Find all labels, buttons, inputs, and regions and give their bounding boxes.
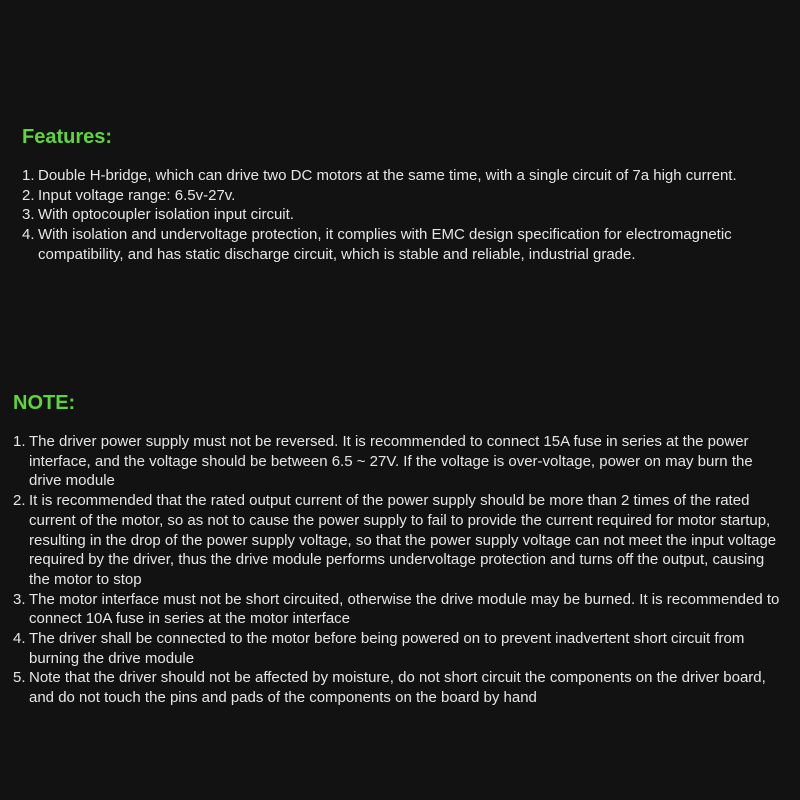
- features-item-4-text: With isolation and undervoltage protection, it complies with EMC design specification for electromagnetic compatibility, and has static discharge circuit, which is stable and reliable, industrial grade.: [38, 226, 732, 263]
- features-section: [22, 124, 742, 265]
- note-list: [13, 432, 788, 708]
- features-item-1: 1. Double H-bridge, which can drive two DC motors at the same time, with a single circuit of 7a high current.: [22, 167, 737, 184]
- note-item-1-text: The driver power supply must not be reversed. It is recommended to connect 15A fuse in series at the power interface, and the voltage should be between 6.5 ~ 27V. If the voltage is over-voltage, power on may burn the drive module: [29, 433, 753, 490]
- features-item-2-text: Input voltage range: 6.5v-27v.: [38, 186, 236, 204]
- note-item-5-text: Note that the driver should not be affected by moisture, do not short circuit the components on the driver board, and do not touch the pins and pads of the components on the board by hand: [29, 669, 766, 707]
- features-heading: Features:: [22, 126, 113, 148]
- note-item-2: 2. It is recommended that the rated output current of the power supply should be more than 2 times of the rated current of the motor, so as not to cause the power supply to fail to provide the current required for motor startup, resulting in the drop of the power supply voltage, so that the power supply voltage can not meet the input voltage required by the driver, thus the drive module performs undervoltage protection and turns off the output, causing the motor to stop: [13, 492, 777, 588]
- features-item-2: 2. Input voltage range: 6.5v-27v.: [22, 186, 236, 204]
- note-item-4-text: The driver shall be connected to the motor before being powered on to prevent inadvertent short circuit from burning the drive module: [29, 630, 745, 667]
- note-section: [13, 390, 788, 708]
- note-item-5: 5. Note that the driver should not be affected by moisture, do not short circuit the components on the driver board, and do not touch the pins and pads of the components on the board by hand: [13, 669, 766, 707]
- features-item-4: 4. With isolation and undervoltage protection, it complies with EMC design specification for electromagnetic compatibility, and has static discharge circuit, which is stable and reliable, industrial grade.: [22, 226, 732, 263]
- features-list: [22, 166, 742, 265]
- note-item-3: 3. The motor interface must not be short circuited, otherwise the drive module may be burned. It is recommended to connect 10A fuse in series at the motor interface: [13, 590, 780, 628]
- note-item-2-text: It is recommended that the rated output current of the power supply should be more than 2 times of the rated current of the motor, so as not to cause the power supply to fail to provide the current required for motor startup, resulting in the drop of the power supply voltage, so that the power supply voltage can not meet the input voltage required by the driver, thus the drive module performs undervoltage protection and turns off the output, causing the motor to stop: [29, 492, 777, 588]
- note-heading: NOTE:: [13, 392, 76, 414]
- features-item-3: 3. With optocoupler isolation input circuit.: [22, 206, 294, 224]
- features-item-1-text: Double H-bridge, which can drive two DC motors at the same time, with a single circuit of 7a high current.: [38, 167, 737, 184]
- features-item-3-text: With optocoupler isolation input circuit.: [38, 206, 294, 224]
- note-item-1: 1. The driver power supply must not be reversed. It is recommended to connect 15A fuse in series at the power interface, and the voltage should be between 6.5 ~ 27V. If the voltage is over-voltage, power on may burn the drive module: [13, 433, 753, 490]
- note-item-4: 4. The driver shall be connected to the motor before being powered on to prevent inadvertent short circuit from burning the drive module: [13, 630, 745, 667]
- note-item-3-text: The motor interface must not be short circuited, otherwise the drive module may be burned. It is recommended to connect 10A fuse in series at the motor interface: [29, 590, 780, 628]
